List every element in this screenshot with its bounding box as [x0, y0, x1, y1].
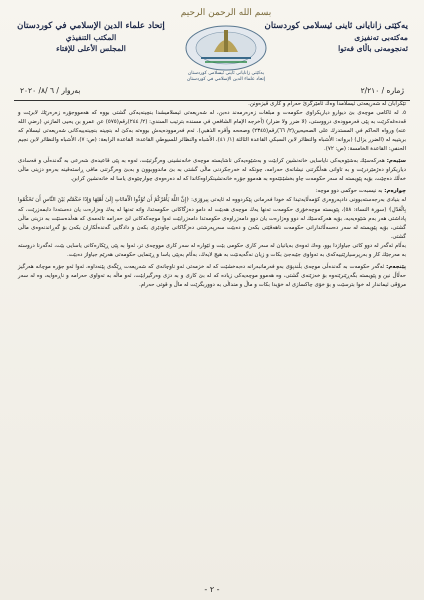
heading-third: سێیەم: [386, 158, 406, 165]
date-value: ٦ /٨/ ٢٠٢٠ [20, 86, 55, 95]
basmala: بسم الله الرحمن الرحيم [180, 8, 272, 18]
paragraph-fifth [18, 263, 406, 290]
logo-caption-arabic: إتحاد علماء الدين الإسلامي في كوردستان [186, 77, 266, 82]
letterhead-arabic [16, 20, 166, 54]
org-name-arabic: إتحاد علماء الدين الإسلامي في كوردستان [17, 21, 165, 31]
org-name-kurdish: یەکێتی زانایانی ئاینی ئیسلامی کوردستان [264, 21, 408, 31]
date-label: بەروار / [56, 86, 81, 95]
union-logo-icon [181, 20, 271, 72]
paragraph-fourth: لە بنیادی بەرجەستەبوونی دادپەروەری کۆمەڵایەتیدا کە خودا فەرمانی پێکردووە لە ئایەتی پیرۆزی: ﴿إِنَّ اللَّهَ يَأْمُرُكُمْ أَن تُؤَدُّوا الْأَمَانَاتِ إِلَىٰ أَهْلِهَا وَإِذَا حَكَمْتُم بَيْنَ النَّاسِ أَن تَحْكُمُوا بِالْعَدْلِ﴾ (سورة النساء: ٥٨)، پێویستە موچەخۆری حکومەت تەنها یەك موچەی هەبێت لە دامو دەزگاکانی حکومەتدا، واتە تەنها لە یەك وەزارەت یان دەستەدا دابمەزرێت، کە پاداشتی هەر بەم شێوەیەیە، بۆیە هەرکەسێك لە دوو وەزارەت یان دوو دامەزراوەی حکومەتدا دامەزرابێت ئەوا موچەکەکانی لێ حەرامە تائەمەی کە هەڵدەستێت بە دزینی ماڵی گشتی، بۆیە پێویستە لە سەر دەسەڵاتدارانی حکومەت ناهەقێتی بکەن و دەبێت سەرپەرشتی دەزگاکانی چاودێری بکەن و دادگایی گەندەڵکاران بکەن بۆ گەڕاندنەوەی ماڵی گشتی. [18, 197, 406, 240]
paragraph-third [18, 157, 406, 184]
reference-row [14, 86, 410, 100]
council-name-arabic: المجلس الأعلى للإفتاء [56, 44, 126, 53]
document-body [18, 100, 406, 290]
paragraph-intro: تێکرابان لە شەریعەتی ئیسلامدا وەك ئامێرگرێ حەرام و کاری قیزەونن. [248, 101, 406, 107]
paragraph-fourth-cont: بەڵام ئەگەر لە دوو کاتی جیاوازدا بوو، وەك ئەوەی بەیانیان لە سەر کاری حکومی بێت و ئێوارە لە سەر کاری مووچەی تر، ئەوا بە پێی ڕێکارەکانی یاسایی بێت، ئەگەرنا دروستە بە مەرجێك کار و بەرپرسیارێتییەکەی بە تەواوی جێبەجێ بکات و زیان نەگەیەنێت بە هیچ لایەك، بەڵام بەپێی یاسا و ڕێنمایی حکومەتی هەرێم جیاواز دەبێت. [18, 242, 406, 258]
number-value: ٢/٢١٠ [360, 86, 380, 95]
office-name-kurdish: مەکتەبی تەنفیزی [354, 33, 408, 42]
paragraph-fourth-title [18, 187, 406, 196]
number-label: ژمارە / [381, 86, 404, 95]
paragraph-point-5: ٥. لە ئاکامی موچەی بێ دیوارو دیاریکراوی حکومەت و مبلغات زەرەرمەند دەبن، لە شەریعەتی ئیسلامیشدا بنچینەیەکی گشتی بووە کە هەمووجۆرە زەرەرێك لابرێت و قەدەغەکرێت بە پێی فەرموودەی درووستی، (لا ضرر ولا ضرار) (أخرجه الإمام الشافعي في مسنده بترتيب السندي: (٢/ ٢٤٤)رقم(٥٧٥) عن عمرو بن يحيى المازني (رضي الله عنه) ورواه الحاكم في المستدرك على الصحيحين(٢/ ٦٦)رقم(٢٣٤٥) وصححه وأقره الذهبي). ئەم فەرموودەیەش بووەتە بەکێ لە بنچینە بنچینەییەکانی شەریعەتی ئیسلام کە بریتییە لە (الضرر يزال) (بروانە: الأشباه والنظائر لابن السبكي القاعدة الثالثة (١/ ٤١)، الأشباه والنظائر للسيوطي القاعدة: القاعدة الرابعة: (ص: ٧)، الأشباه والنظائر لابن نجيم الحنفي: القاعدة الخامسة: (ص: ٧٢). [18, 110, 407, 153]
letterhead-kurdish [258, 20, 408, 54]
council-name-kurdish: ئەنجومەنی باڵای فەتوا [338, 44, 408, 53]
reference-number [361, 86, 404, 95]
page-number: - ٢ - [204, 585, 220, 594]
heading-fifth: پێنجەم: [386, 263, 406, 270]
paragraph-third-text: هەرکەسێك بەشێوەیەکی نایاسایی خانەنشین کرابێت و بەشێوەیەکی ناشایستە موچەی خانەنشینی وەرگرتبێت، ئەوە بە پێی قاعیدەی شەرعی بە گەندەڵی و فەسادی دیاریکراو دەژمێردرێت و بە تاوانی هەڵگرتنی نیشانەی حەرامە، چونکە لە خەرجکردنی ماڵی گشتی بە بێ ماندووبوون و بەبێ وەرگرتنی مافی ڕاستەقینە بەرەو دزینی ماڵی خەڵك دەچێت، بۆیە پێویستە لە سەر حکومەت چاو بخشێنێتەوە بە هەموو جۆرە خانەنشینکراوەکاندا کە لە دەرەوەی چوارچێوەی یاسا لە خانەنشین کرابن. [18, 158, 406, 183]
logo-caption-kurdish: یەکێتی زانایانی ئاینی ئیسلامی کوردستان [187, 71, 265, 76]
reference-date [20, 86, 80, 95]
paragraph-fifth-text: ئەگەر حکومەت بە گەندەڵی موچەی بڵندپۆی بەو فەرمانبەرانە دەبەخشێت کە لە خزمەتی ئەو ناوچانەی کە شەریعەت ڕێگەی پێنەداوە، ئەوا ئەو جۆرە موچانە هەرگیز حەڵاڵ نین و پێویستە بگەڕێنرێنەوە بۆ خەزێنەی گشتی، وە هەموو موچەیەکی زیادە کە لە بێ کاری و بە دزی وەرگیرابێت، ئەو ماڵە بە تەواوی حەرامە و ناڕەوایە، وە لە سەر مرۆڤی ئیماندار لە خوا بترسێت و بۆ خۆی چاکسازی لە خۆیدا بکات و ماڵ و منداڵی بە دووربگرێت لە ماڵ و قوتی حەرام. [18, 263, 406, 288]
office-name-arabic: المكتب التنفيذي [65, 33, 117, 42]
heading-fourth: چوارەم: [384, 188, 406, 195]
logo-caption [174, 71, 278, 83]
letterhead [14, 8, 410, 100]
fourth-subtitle: بە نیسبەت حوکمی دوو موچە: [315, 188, 385, 195]
